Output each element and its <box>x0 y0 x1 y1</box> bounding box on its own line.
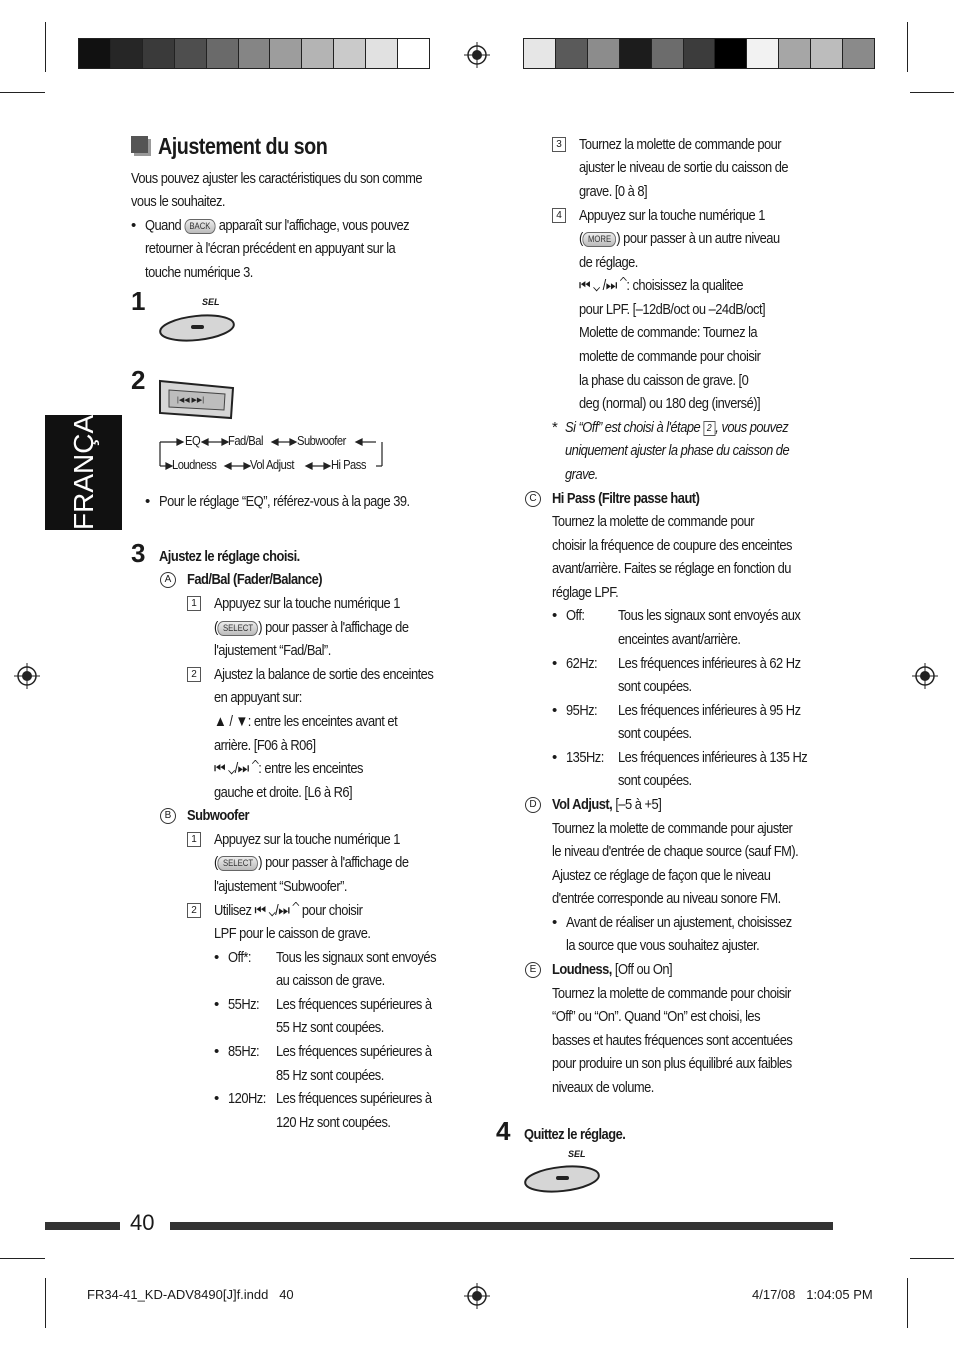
registration-mark-icon <box>464 42 490 68</box>
back-button-icon: BACK <box>184 219 215 234</box>
registration-mark-icon <box>464 1283 490 1309</box>
note-line: grave. <box>565 466 598 483</box>
text-line: Tournez la molette de commande pour <box>552 513 755 530</box>
option-text: au caisson de grave. <box>276 972 385 989</box>
bullet-text: Quand <box>145 217 182 234</box>
color-swatch <box>143 39 175 68</box>
bullet-dot: • <box>552 914 557 931</box>
step-number: 1 <box>131 286 146 316</box>
option-text: sont coupées. <box>618 725 692 742</box>
option-text: Les fréquences inférieures à 62 Hz <box>618 655 801 672</box>
select-button-icon: SELECT <box>218 856 258 871</box>
color-swatch <box>524 39 556 68</box>
substep-box: 1 <box>187 595 207 613</box>
text-line: Ajustez la balance de sortie des enceintes <box>214 666 434 683</box>
substep-box: 2 <box>187 666 207 684</box>
crop-mark <box>910 1258 954 1259</box>
item-letter-e: E <box>525 961 541 979</box>
color-swatch <box>556 39 588 68</box>
eq-note: Pour le réglage “EQ”, référez-vous à la page 39. <box>159 493 410 510</box>
crop-mark <box>45 1278 46 1328</box>
option-text: 55 Hz sont coupées. <box>276 1019 384 1036</box>
text-line: l'ajustement “Fad/Bal”. <box>214 642 331 659</box>
bullet-text: apparaît sur l'affichage, vous pouvez <box>218 217 410 234</box>
option-text: Tous les signaux sont envoyés <box>276 949 437 966</box>
text-line: la source que vous souhaitez ajuster. <box>566 937 760 954</box>
item-c-title: Hi Pass (Filtre passe haut) <box>552 490 700 507</box>
section-title: Ajustement du son <box>158 133 328 159</box>
flow-item-fadbal: Fad/Bal <box>228 433 263 448</box>
item-b-title: Subwoofer <box>187 807 250 824</box>
date-info: 4/17/08 1:04:05 PM <box>752 1287 873 1302</box>
sel-label: SEL <box>202 297 220 307</box>
text-line: Tournez la molette de commande pour choisir <box>552 985 791 1002</box>
crop-mark <box>907 1278 908 1328</box>
text-line: ▲ / ▼: entre les enceintes avant et <box>214 713 398 730</box>
option-text: Les fréquences inférieures à 135 Hz <box>618 749 808 766</box>
text-line: grave. [0 à 8] <box>579 183 648 200</box>
text-line: la phase du caisson de grave. [0 <box>579 372 749 389</box>
bullet-dot: • <box>552 607 557 624</box>
option-key: 95Hz: <box>566 702 598 719</box>
text-line: ( MORE ) pour passer à un autre niveau <box>579 230 780 247</box>
language-tab-label: FRANÇAIS <box>68 388 99 530</box>
sel-button-icon <box>158 312 236 344</box>
option-text: Les fréquences inférieures à 95 Hz <box>618 702 801 719</box>
option-key: 55Hz: <box>228 996 260 1013</box>
item-letter-a: A <box>160 571 176 589</box>
text-line: Tournez la molette de commande pour <box>579 136 782 153</box>
text-line: ( SELECT ) pour passer à l'affichage de <box>214 854 409 871</box>
color-swatch <box>175 39 207 68</box>
text-line: d'entrée corresponde au niveau sonore FM. <box>552 890 781 907</box>
crop-mark <box>0 1258 45 1259</box>
note-line: Si “Off” est choisi à l'étape 2 , vous pouvez <box>565 419 789 436</box>
step-3-title: Ajustez le réglage choisi. <box>159 548 300 565</box>
option-text: 120 Hz sont coupées. <box>276 1114 391 1131</box>
text-line: LPF pour le caisson de grave. <box>214 925 371 942</box>
bullet-dot: • <box>214 996 219 1013</box>
item-d-title-line: Vol Adjust, [–5 à +5] <box>552 796 662 813</box>
text-line: Tournez la molette de commande pour ajuster <box>552 820 793 837</box>
bullet-dot: • <box>552 749 557 766</box>
registration-mark-icon <box>912 663 938 689</box>
option-text: Les fréquences supérieures à <box>276 996 432 1013</box>
bullet-dot: • <box>552 702 557 719</box>
option-text: enceintes avant/arrière. <box>618 631 741 648</box>
text-line: Appuyez sur la touche numérique 1 <box>214 831 400 848</box>
substep-box: 3 <box>552 136 572 154</box>
option-text: sont coupées. <box>618 772 692 789</box>
text-line: Ajustez ce réglage de façon que le niveau <box>552 867 771 884</box>
text-line: pour LPF. [–12dB/oct ou –24dB/oct] <box>579 301 766 318</box>
sel-label: SEL <box>568 1149 586 1159</box>
bullet-dot: • <box>214 949 219 966</box>
option-text: sont coupées. <box>618 678 692 695</box>
color-swatch <box>111 39 143 68</box>
color-swatch <box>79 39 111 68</box>
page-rule-right <box>170 1222 833 1230</box>
text-line: Molette de commande: Tournez la <box>579 324 758 341</box>
flow-item-hipass: Hi Pass <box>331 457 366 472</box>
flow-item-eq: EQ <box>185 433 201 448</box>
color-swatch <box>715 39 747 68</box>
text-line: avant/arrière. Faites se réglage en fonction du <box>552 560 791 577</box>
text-line: gauche et droite. [L6 à R6] <box>214 784 353 801</box>
text-line: “Off” ou “On”. Quand “On” est choisi, les <box>552 1008 761 1025</box>
option-key: 135Hz: <box>566 749 604 766</box>
text-line: ( SELECT ) pour passer à l'affichage de <box>214 619 409 636</box>
item-a-title: Fad/Bal (Fader/Balance) <box>187 571 323 588</box>
page-rule-left <box>45 1222 120 1230</box>
page-number: 40 <box>130 1210 155 1235</box>
substep-box: 2 <box>187 902 207 920</box>
color-swatch <box>779 39 811 68</box>
step-number: 3 <box>131 538 146 568</box>
color-swatch <box>684 39 716 68</box>
intro-line: vous le souhaitez. <box>131 193 225 210</box>
intro-line: Vous pouvez ajuster les caractéristiques du son comme <box>131 170 423 187</box>
item-letter-c: C <box>525 490 541 508</box>
color-swatch <box>239 39 271 68</box>
file-info: FR34-41_KD-ADV8490[J]f.indd 40 <box>87 1287 294 1302</box>
bullet-dot: • <box>214 1043 219 1060</box>
bullet-line <box>145 214 409 238</box>
text-line: de réglage. <box>579 254 638 271</box>
step-number: 2 <box>131 365 146 395</box>
bullet-dot: • <box>145 493 150 510</box>
flow-item-loudness: Loudness <box>172 457 217 472</box>
option-text: Tous les signaux sont envoyés aux <box>618 607 801 624</box>
step-number: 4 <box>496 1116 511 1146</box>
text-line: Appuyez sur la touche numérique 1 <box>214 595 400 612</box>
registration-mark-icon <box>14 663 40 689</box>
text-line: deg (normal) ou 180 deg (inversé)] <box>579 395 761 412</box>
bullet-dot: • <box>131 217 136 234</box>
color-swatch <box>366 39 398 68</box>
text-line: niveaux de volume. <box>552 1079 654 1096</box>
flow-item-subwoofer: Subwoofer <box>297 433 346 448</box>
step-4-title: Quittez le réglage. <box>524 1126 626 1143</box>
bullet-line: retourner à l'écran précédent en appuyant sur la <box>145 240 396 257</box>
text-line: choisir la fréquence de coupure des enceintes <box>552 537 792 554</box>
color-swatch <box>207 39 239 68</box>
skip-buttons-icon <box>157 378 237 420</box>
crop-mark <box>0 92 45 93</box>
item-e-title-line: Loudness, [Off ou On] <box>552 961 673 978</box>
more-button-icon: MORE <box>583 232 617 247</box>
color-swatch <box>747 39 779 68</box>
text-line: le niveau d'entrée de chaque source (sauf FM). <box>552 843 799 860</box>
item-letter-b: B <box>160 807 176 825</box>
text-line: pour produire un son plus équilibré aux faibles <box>552 1055 792 1072</box>
color-swatch <box>302 39 334 68</box>
color-swatch <box>620 39 652 68</box>
bullet-line: touche numérique 3. <box>145 264 253 281</box>
color-swatch <box>334 39 366 68</box>
color-swatch <box>652 39 684 68</box>
color-swatch <box>811 39 843 68</box>
crop-mark <box>907 22 908 72</box>
bullet-dot: • <box>214 1090 219 1107</box>
option-text: 85 Hz sont coupées. <box>276 1067 384 1084</box>
option-key: 120Hz: <box>228 1090 266 1107</box>
note-star: * <box>552 419 558 436</box>
option-key: Off*: <box>228 949 252 966</box>
select-button-icon: SELECT <box>218 621 258 636</box>
substep-box: 1 <box>187 831 207 849</box>
text-line: ajuster le niveau de sortie du caisson de <box>579 159 789 176</box>
option-key: Off: <box>566 607 585 624</box>
text-line: Utilisez ⏮ ⌄/⏭ ⌃ pour choisir <box>214 902 363 919</box>
text-line: Appuyez sur la touche numérique 1 <box>579 207 765 224</box>
text-line: Avant de réaliser un ajustement, choisissez <box>566 914 792 931</box>
text-line: basses et hautes fréquences sont accentuées <box>552 1032 793 1049</box>
text-line: molette de commande pour choisir <box>579 348 761 365</box>
substep-box: 4 <box>552 207 572 225</box>
note-line: uniquement ajuster la phase du caisson de <box>565 442 790 459</box>
svg-text:|◀◀ ▶▶|: |◀◀ ▶▶| <box>177 397 205 404</box>
text-line: en appuyant sur: <box>214 689 302 706</box>
text-line: arrière. [F06 à R06] <box>214 737 316 754</box>
color-swatch <box>398 39 429 68</box>
option-text: Les fréquences supérieures à <box>276 1043 432 1060</box>
text-line: ⏮ ⌄/⏭ ⌃: entre les enceintes <box>214 760 363 777</box>
crop-mark <box>45 22 46 72</box>
text-line: ⏮ ⌄ /⏭ ⌃: choisissez la qualitee <box>579 277 744 294</box>
color-swatch <box>270 39 302 68</box>
text-line: l'ajustement “Subwoofer”. <box>214 878 347 895</box>
flow-item-voladjust: Vol Adjust <box>250 457 294 472</box>
option-key: 85Hz: <box>228 1043 260 1060</box>
language-tab <box>45 388 122 530</box>
option-key: 62Hz: <box>566 655 598 672</box>
color-swatch <box>588 39 620 68</box>
section-square-icon <box>131 136 148 153</box>
text-line: réglage LPF. <box>552 584 619 601</box>
option-text: Les fréquences supérieures à <box>276 1090 432 1107</box>
bullet-dot: • <box>552 655 557 672</box>
item-letter-d: D <box>525 796 541 814</box>
sel-button-icon <box>523 1163 601 1195</box>
crop-mark <box>910 92 954 93</box>
color-calibration-bar-right <box>523 38 875 69</box>
color-swatch <box>843 39 874 68</box>
color-calibration-bar-left <box>78 38 430 69</box>
